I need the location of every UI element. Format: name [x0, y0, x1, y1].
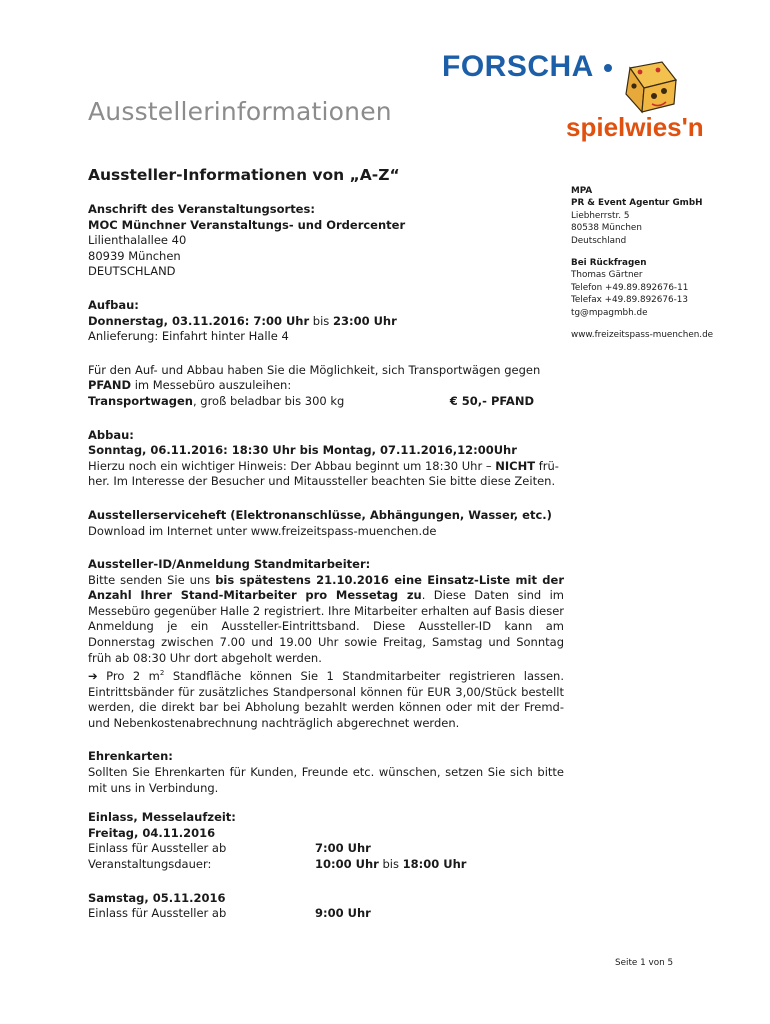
- contact-phone: Telefon +49.89.892676-11: [571, 282, 689, 293]
- einlass-day1: Freitag, 04.11.2016: [88, 825, 216, 840]
- forscha-logo-text: FORSCHA: [442, 50, 594, 83]
- einlass-row: Veranstaltungsdauer: 10:00 Uhr bis 18:00 Uhr: [88, 857, 467, 872]
- arrow-right-icon: ➔: [88, 669, 98, 684]
- abbau-note-2: her. Im Interesse der Besucher und Mitaussteller beachten Sie bitte diese Zeiten.: [88, 474, 556, 489]
- section-title: Aussteller-Informationen von „A-Z“: [88, 166, 400, 184]
- venue-heading: Anschrift des Veranstaltungsortes:: [88, 202, 315, 216]
- dice-mascot-icon: [618, 58, 680, 116]
- ehrenkarten-heading: Ehrenkarten:: [88, 749, 173, 764]
- transport-text: Für den Auf- und Abbau haben Sie die Möglichkeit, sich Transportwägen gegen: [88, 362, 541, 377]
- spielwiesn-logo-text: spielwies'n: [566, 112, 704, 142]
- contact-email-link[interactable]: tg@mpagmbh.de: [571, 307, 648, 318]
- einlass-row: Einlass für Aussteller ab 9:00 Uhr: [88, 906, 371, 921]
- aufbau-heading: Aufbau:: [88, 297, 139, 312]
- contact-org: MPA: [571, 186, 593, 196]
- abbau-note: Hierzu noch ein wichtiger Hinweis: Der Abbau beginnt um 18:30 Uhr – NICHT frü-: [88, 458, 559, 473]
- venue-country: DEUTSCHLAND: [88, 264, 176, 279]
- einlass-day2: Samstag, 05.11.2016: [88, 890, 226, 905]
- aussteller-id-heading: Aussteller-ID/Anmeldung Standmitarbeiter:: [88, 557, 371, 572]
- transport-price: € 50,- PFAND: [449, 393, 534, 408]
- main-content: [88, 202, 564, 922]
- serviceheft-text: Download im Internet unter www.freizeitspass-muenchen.de: [88, 523, 437, 538]
- transport-price-row: [88, 394, 564, 410]
- aussteller-id-paragraph-2: ➔ Pro 2 $m^2$ Standfläche können Sie 1 Standmitarbeiter registrieren lassen. Eintrittsbänder für zusätzliches Standpersonal können für EUR 3,00/Stück bestellt werden, die direkt bar bei Abholung bezahlt werden können oder mit der Fremd- und Nebenkostenabrechnung nachträglich abgerechnet werden.: [88, 669, 564, 730]
- einlass-row: Einlass für Aussteller ab 7:00 Uhr: [88, 841, 371, 856]
- serviceheft-heading: Ausstellerserviceheft (Elektronanschlüsse, Abhängungen, Wasser, etc.): [88, 507, 552, 522]
- aufbau-delivery: Anlieferung: Einfahrt hinter Halle 4: [88, 329, 289, 344]
- transport-pfand: PFAND im Messebüro auszuleihen:: [88, 378, 292, 393]
- abbau-date: Sonntag, 06.11.2016: 18:30 Uhr bis Montag, 07.11.2016,12:00Uhr: [88, 443, 517, 458]
- contact-website-link[interactable]: www.freizeitspass-muenchen.de: [571, 330, 714, 341]
- ehrenkarten-text: Sollten Sie Ehrenkarten für Kunden, Freunde etc. wünschen, setzen Sie sich bitte mit uns in Verbindung.: [88, 765, 564, 795]
- venue-city: 80939 München: [88, 248, 181, 263]
- aussteller-id-paragraph: Bitte senden Sie uns bis spätestens 21.10.2016 eine Einsatz-Liste mit der Anzahl Ihrer Stand-Mitarbeiter pro Messetag zu. Diese Daten sind im Messebüro gegenüber Halle 2 registriert. Ihre Mitarbeiter erhalten auf Basis dieser Anmeldung je ein Aussteller-Eintrittsband. Diese Aussteller-ID kann am Donnerstag zwischen 7.00 und 19.00 Uhr sowie Freitag, Samstag und Sonntag früh ab 08:30 Uhr dort abgeholt werden.: [88, 572, 564, 665]
- page-title: Ausstellerinformationen: [88, 97, 392, 126]
- venue-name: MOC Münchner Veranstaltungs- und Ordercenter: [88, 217, 406, 232]
- venue-street: Lilienthalallee 40: [88, 233, 187, 248]
- contact-country: Deutschland: [571, 235, 627, 246]
- contact-queries-heading: Bei Rückfragen: [571, 258, 647, 269]
- einlass-heading: Einlass, Messelaufzeit:: [88, 810, 236, 825]
- contact-fax: Telefax +49.89.892676-13: [571, 295, 688, 306]
- contact-sidebar: [571, 185, 731, 341]
- abbau-heading: Abbau:: [88, 427, 134, 442]
- contact-city: 80538 München: [571, 223, 642, 234]
- contact-person: Thomas Gärtner: [571, 270, 643, 281]
- transport-wagon: Transportwagen, groß beladbar bis 300 kg: [88, 393, 345, 408]
- page-number: Seite 1 von 5: [615, 958, 674, 968]
- spielwiesn-logo: [560, 58, 710, 146]
- contact-street: Liebherrstr. 5: [571, 210, 630, 221]
- aufbau-date: Donnerstag, 03.11.2016: 7:00 Uhr bis 23:00 Uhr: [88, 313, 397, 328]
- contact-company: PR & Event Agentur GmbH: [571, 198, 703, 209]
